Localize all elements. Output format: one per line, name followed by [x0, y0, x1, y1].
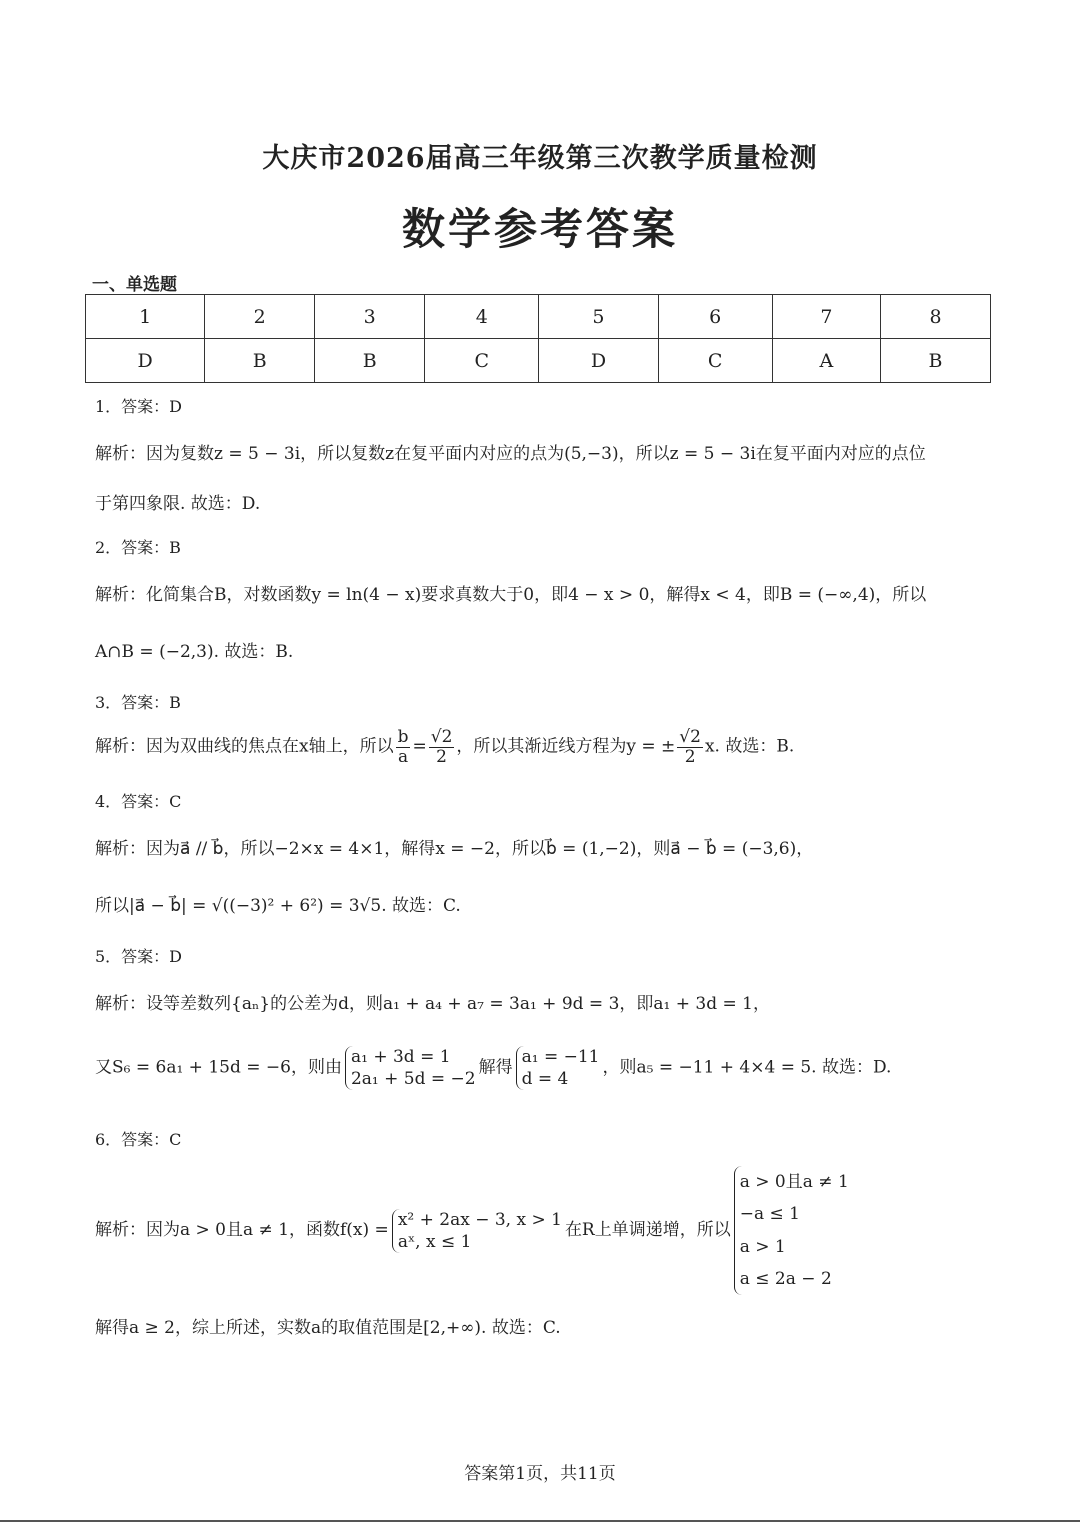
q2-explanation-line2: A∩B = (−2,3). 故选：B. [95, 642, 294, 662]
q1-answer: 1．答案：D [95, 397, 183, 416]
q4-answer: 4．答案：C [95, 792, 182, 811]
text: x. 故选：B. [704, 736, 795, 757]
q5-answer: 5．答案：D [95, 947, 183, 966]
equation: a₁ = −11 [521, 1047, 600, 1067]
q3-answer: 3．答案：B [95, 693, 181, 712]
document-title: 大庆市2026届高三年级第三次教学质量检测 [262, 143, 818, 174]
fraction [677, 728, 703, 766]
table-cell: B [205, 339, 315, 383]
piece: x² + 2ax − 3, x > 1 [397, 1209, 562, 1230]
text: 解得 [478, 1057, 513, 1078]
table-cell: 3 [315, 295, 425, 339]
equation-system [345, 1046, 476, 1090]
table-cell: 8 [881, 295, 991, 339]
table-cell: B [881, 339, 991, 383]
equation: d = 4 [521, 1069, 569, 1090]
text: 解析：因为a > 0且a ≠ 1，函数f(x) = [95, 1220, 389, 1241]
equation: 2a₁ + 5d = −2 [350, 1069, 476, 1090]
text: ，所以其渐近线方程为y = ± [456, 736, 676, 757]
text: ，则a₅ = −11 + 4×4 = 5. 故选：D. [602, 1057, 892, 1078]
q1-explanation-line2: 于第四象限. 故选：D. [95, 494, 261, 514]
q3-explanation-line1 [95, 728, 794, 766]
table-row-answers [86, 339, 991, 383]
q1-explanation-line1: 解析：因为复数z = 5 − 3i，所以复数z在复平面内对应的点为(5,−3)，所以z = 5 − 3i在复平面内对应的点位 [95, 444, 926, 464]
table-cell: 1 [86, 295, 205, 339]
piecewise-function [392, 1209, 562, 1253]
text: 在R上单调递增，所以 [564, 1220, 731, 1241]
q4-explanation-line1: 解析：因为a⃗ // b⃗，所以−2×x = 4×1，解得x = −2，所以b⃗ = (1,−2)，则a⃗ − b⃗ = (−3,6)， [95, 839, 814, 859]
q6-answer: 6．答案：C [95, 1130, 182, 1149]
condition: a ≤ 2a − 2 [739, 1268, 832, 1289]
table-row-numbers [86, 295, 991, 339]
table-cell: 5 [539, 295, 658, 339]
table-cell: D [539, 339, 658, 383]
condition: −a ≤ 1 [739, 1204, 800, 1225]
q2-explanation-line1: 解析：化简集合B，对数函数y = ln(4 − x)要求真数大于0，即4 − x > 0，解得x < 4，即B = (−∞,4)，所以 [95, 585, 927, 605]
denominator: a [397, 746, 409, 767]
condition: a > 1 [739, 1236, 786, 1257]
q4-explanation-line2: 所以|a⃗ − b⃗| = √((−3)² + 6²) = 3√5. 故选：C. [95, 896, 461, 916]
numerator: √2 [679, 727, 701, 747]
fraction [396, 728, 411, 766]
denominator: 2 [684, 746, 696, 767]
table-cell: 7 [772, 295, 880, 339]
q6-explanation-line2: 解得a ≥ 2，综上所述，实数a的取值范围是[2,+∞). 故选：C. [95, 1318, 561, 1338]
table-cell: B [315, 339, 425, 383]
piece: aˣ, x ≤ 1 [397, 1231, 472, 1252]
table-cell: D [86, 339, 205, 383]
q5-explanation-line1: 解析：设等差数列{aₙ}的公差为d，则a₁ + a₄ + a₇ = 3a₁ + 9d = 3，即a₁ + 3d = 1， [95, 994, 770, 1014]
section-heading: 一、单选题 [92, 275, 177, 295]
text: 又S₆ = 6a₁ + 15d = −6，则由 [95, 1057, 342, 1078]
table-cell: 2 [205, 295, 315, 339]
text: = [412, 736, 427, 757]
equation-system [516, 1046, 600, 1090]
table-cell: C [658, 339, 772, 383]
table-cell: C [425, 339, 539, 383]
equation: a₁ + 3d = 1 [350, 1047, 451, 1067]
answer-table [85, 294, 991, 383]
fraction [429, 728, 455, 766]
table-cell: 6 [658, 295, 772, 339]
condition-system [734, 1166, 849, 1295]
document-subtitle: 数学参考答案 [402, 205, 678, 255]
page-footer: 答案第1页，共11页 [464, 1464, 616, 1484]
condition: a > 0且a ≠ 1 [739, 1172, 849, 1192]
table-cell: A [772, 339, 880, 383]
table-cell: 4 [425, 295, 539, 339]
numerator: √2 [430, 727, 453, 747]
numerator: b [397, 727, 409, 747]
denominator: 2 [436, 746, 447, 767]
q6-explanation-line1 [95, 1166, 852, 1295]
q5-explanation-line2 [95, 1046, 891, 1090]
bottom-divider [0, 1520, 1080, 1522]
q2-answer: 2．答案：B [95, 538, 181, 557]
text: 解析：因为双曲线的焦点在x轴上，所以 [95, 736, 394, 757]
